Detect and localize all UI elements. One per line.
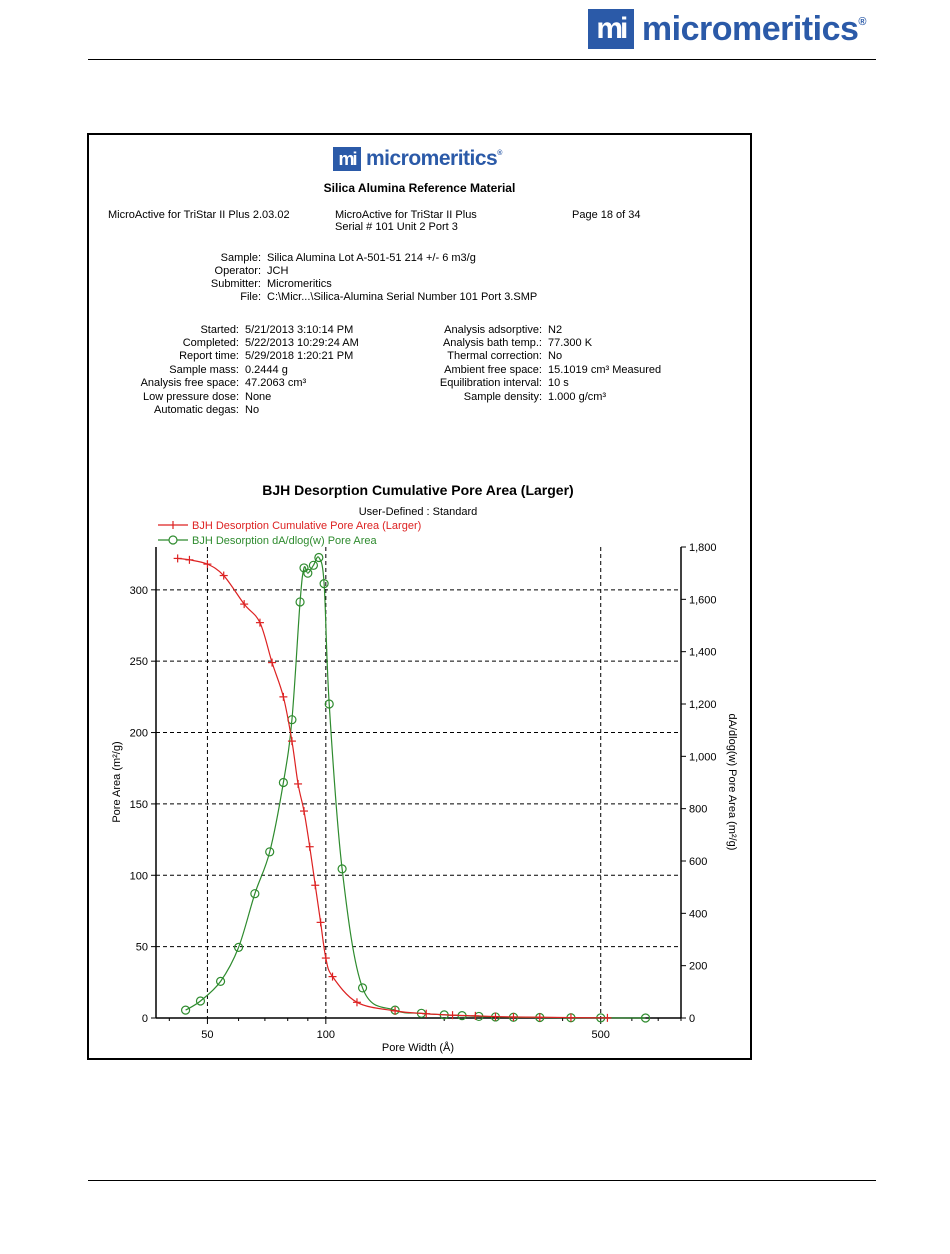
y2-tick-label: 400 [689, 908, 708, 921]
file-label: File: [240, 291, 261, 303]
y2-tick-label: 600 [689, 856, 708, 868]
logo-text: micromeritics® [641, 9, 866, 48]
param-label: Low pressure dose: [143, 391, 239, 403]
y2-tick-label: 1,800 [689, 542, 717, 554]
param-value: 5/22/2013 10:29:24 AM [245, 337, 359, 349]
sample-value: Silica Alumina Lot A-501-51 214 +/- 6 m3/g [267, 252, 476, 264]
legend-label-dadlog: BJH Desorption dA/dlog(w) Pore Area [192, 535, 377, 547]
logo-mark: mi [588, 9, 634, 49]
y-tick-label: 0 [141, 1013, 148, 1025]
param-label: Analysis adsorptive: [444, 324, 542, 336]
param-value: 1.000 g/cm³ [548, 391, 607, 403]
x-tick-label: 50 [201, 1029, 214, 1041]
operator-label: Operator: [214, 265, 261, 277]
x-tick-label: 100 [316, 1029, 336, 1041]
param-label: Sample mass: [169, 364, 239, 376]
x-tick-label: 500 [591, 1029, 610, 1041]
param-label: Report time: [179, 350, 239, 362]
param-label: Completed: [182, 337, 239, 349]
serial-info: Serial # 101 Unit 2 Port 3 [335, 221, 458, 233]
param-value: 0.2444 g [245, 364, 288, 376]
y2-tick-label: 200 [689, 960, 708, 973]
param-value: No [548, 350, 563, 362]
param-label: Analysis bath temp.: [442, 337, 542, 349]
y-tick-label: 100 [129, 870, 148, 883]
y2-tick-label: 1,200 [689, 699, 717, 711]
x-axis-label: Pore Width (Å) [381, 1042, 455, 1054]
operator-value: JCH [267, 265, 289, 277]
param-value: 47.2063 cm³ [245, 377, 307, 389]
y2-tick-label: 1,000 [689, 751, 717, 764]
y-tick-label: 150 [129, 798, 148, 811]
report-frame [87, 133, 752, 1060]
chart-subtitle: User-Defined : Standard [358, 506, 478, 518]
y2-tick-label: 0 [689, 1013, 696, 1025]
y-tick-label: 50 [135, 941, 148, 954]
param-label: Ambient free space: [444, 364, 542, 376]
y2-tick-label: 800 [689, 803, 708, 816]
param-label: Automatic degas: [154, 404, 239, 416]
param-value: None [245, 391, 272, 403]
param-value: 5/29/2018 1:20:21 PM [245, 350, 354, 362]
y-tick-label: 250 [129, 656, 148, 669]
chart-title: BJH Desorption Cumulative Pore Area (Larger) [262, 482, 574, 498]
report-logo-mark: mi [333, 147, 361, 171]
submitter-label: Submitter: [210, 278, 261, 290]
param-value: 10 s [548, 377, 569, 389]
report-logo-text: micromeritics® [366, 147, 502, 170]
param-label: Sample density: [463, 391, 542, 403]
param-value: N2 [548, 324, 563, 336]
param-value: 77.300 K [548, 337, 593, 349]
software-version: MicroActive for TriStar II Plus 2.03.02 [108, 209, 290, 221]
y2-tick-label: 1,400 [689, 646, 717, 659]
y-tick-label: 300 [129, 584, 148, 597]
header-rule [88, 59, 876, 60]
sample-label: Sample: [220, 252, 261, 264]
param-label: Equilibration interval: [439, 377, 542, 389]
report-title: Silica Alumina Reference Material [323, 181, 516, 195]
file-value: C:\Micr...\Silica-Alumina Serial Number 101 Port 3.SMP [267, 291, 538, 303]
param-value: No [245, 404, 260, 416]
page-logo [588, 8, 866, 50]
param-label: Started: [200, 324, 239, 336]
y-axis-label: Pore Area (m²/g) [111, 741, 123, 823]
param-value: 15.1019 cm³ Measured [548, 364, 662, 376]
instrument-name: MicroActive for TriStar II Plus [335, 209, 477, 221]
legend-label-cumulative: BJH Desorption Cumulative Pore Area (Larger) [192, 520, 422, 532]
page-number: Page 18 of 34 [572, 209, 641, 221]
y-tick-label: 200 [129, 727, 148, 740]
param-label: Thermal correction: [447, 350, 542, 362]
footer-rule [88, 1180, 876, 1181]
y2-axis-label: dA/dlog(w) Pore Area (m²/g) [726, 713, 738, 851]
y2-tick-label: 1,600 [689, 594, 717, 607]
param-value: 5/21/2013 3:10:14 PM [245, 324, 354, 336]
param-label: Analysis free space: [140, 377, 239, 389]
submitter-value: Micromeritics [267, 278, 332, 290]
report-logo [333, 147, 502, 171]
